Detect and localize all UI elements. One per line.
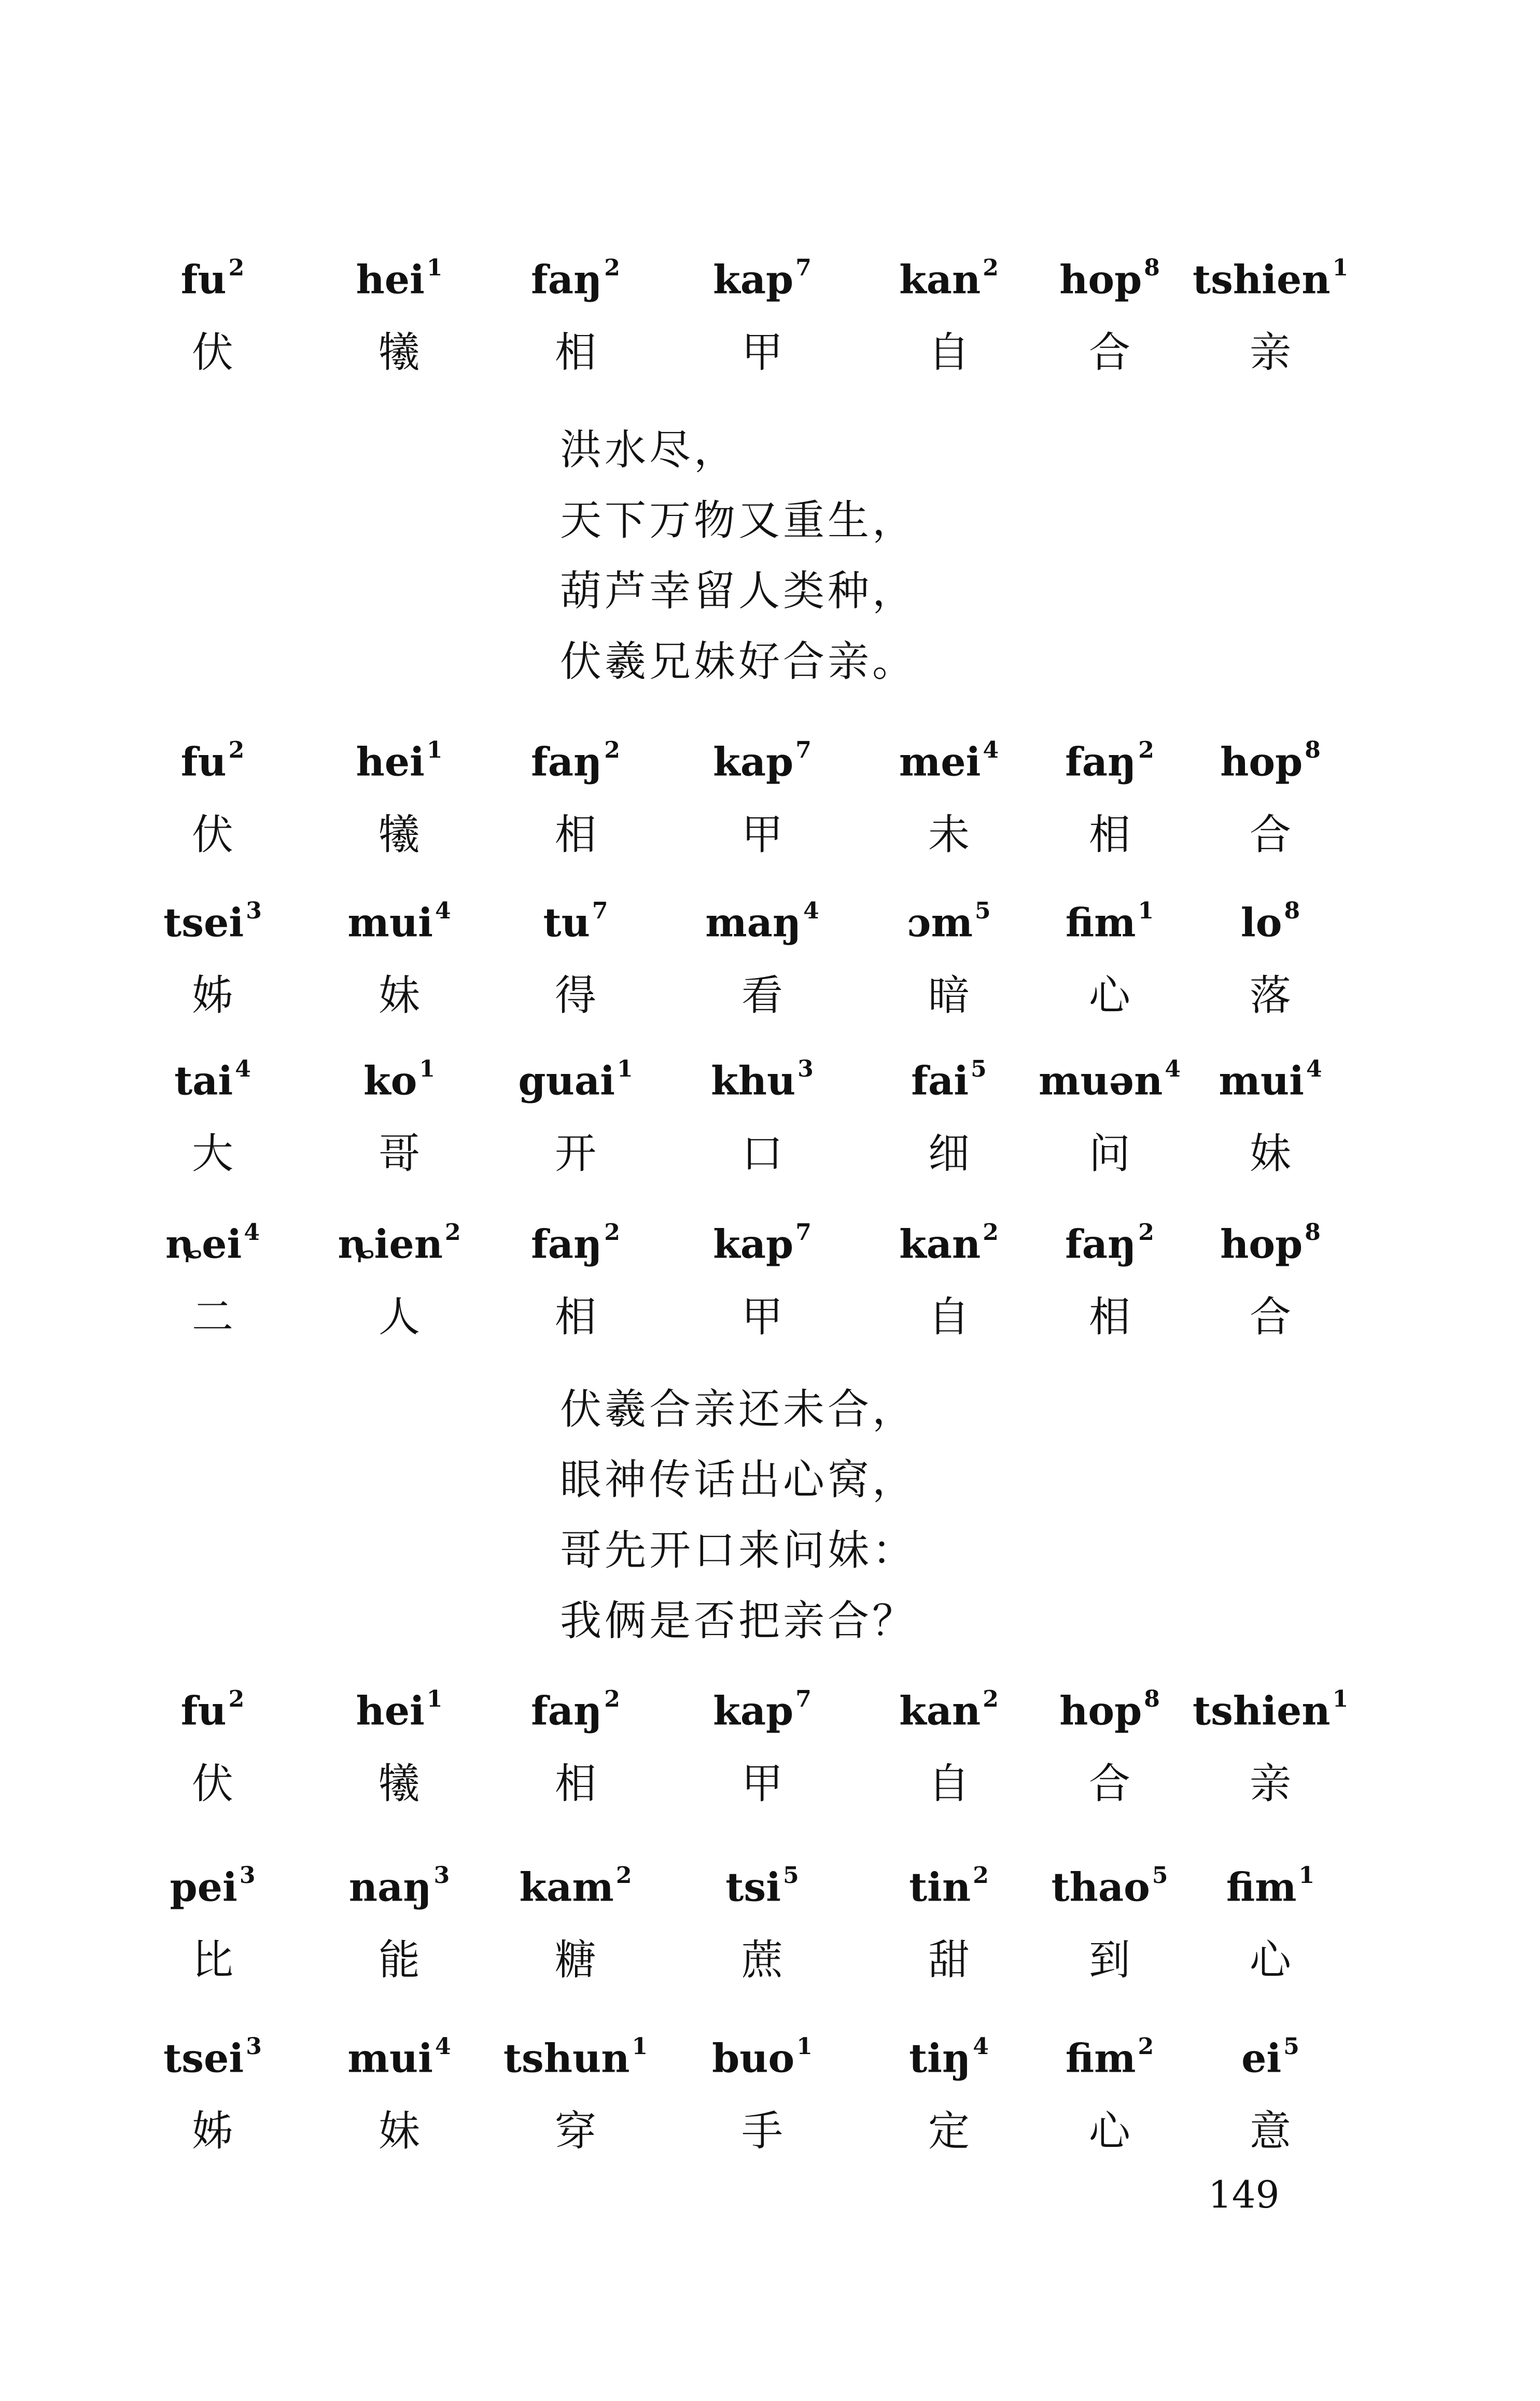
- chinese-character: 甲: [741, 1760, 783, 1808]
- chinese-character: 得: [555, 971, 596, 1020]
- romanized-syllable: [684, 1851, 840, 1916]
- tone-number: 2: [983, 1686, 999, 1712]
- syllable-text: mui: [347, 2035, 433, 2082]
- chinese-character: 犧: [379, 811, 420, 859]
- syllable-text: tsei: [163, 2035, 244, 2082]
- syllable-text: faŋ: [1065, 1221, 1137, 1267]
- chinese-character: 心: [1089, 2107, 1130, 2155]
- romanized-syllable: [1193, 887, 1348, 951]
- syllable-text: kan: [899, 1221, 981, 1267]
- chinese-character: 相: [555, 328, 596, 376]
- verse-translation: [560, 415, 917, 697]
- chinese-character: 妹: [1250, 1129, 1291, 1178]
- syllable-text: fim: [1065, 899, 1136, 946]
- romanized-syllable: [871, 1045, 1027, 1109]
- romanized-syllable: [871, 887, 1027, 951]
- syllable-text: hop: [1220, 738, 1303, 785]
- tone-number: 1: [617, 1056, 633, 1082]
- syllable-text: hop: [1059, 256, 1142, 303]
- romanization-line: [0, 244, 1540, 322]
- tone-number: 4: [973, 2033, 989, 2060]
- tone-number: 2: [983, 255, 999, 281]
- syllable-text: hei: [356, 738, 425, 785]
- syllable-text: ȵei: [165, 1221, 242, 1267]
- romanized-syllable: [871, 1851, 1027, 1916]
- verse-line: 伏羲兄妹好合亲。: [560, 637, 917, 686]
- romanization-line: [0, 726, 1540, 804]
- romanized-syllable: [135, 887, 290, 951]
- chinese-character: 妹: [379, 2107, 420, 2155]
- character-line: [0, 2103, 1540, 2181]
- chinese-character: 到: [1089, 1936, 1130, 1984]
- romanized-syllable: [1032, 1045, 1187, 1109]
- chinese-character: 姊: [192, 2107, 233, 2155]
- romanized-syllable: [498, 244, 653, 308]
- verse-line: 天下万物又重生，: [560, 496, 917, 545]
- romanization-line: [0, 1851, 1540, 1929]
- tone-number: 2: [615, 1862, 632, 1889]
- tone-number: 5: [783, 1862, 799, 1889]
- romanized-syllable: [498, 726, 653, 790]
- chinese-character: 甲: [741, 811, 783, 859]
- tone-number: 8: [1144, 255, 1160, 281]
- romanized-syllable: [684, 887, 840, 951]
- tone-number: 7: [795, 1219, 811, 1246]
- romanized-syllable: [684, 2022, 840, 2087]
- romanized-syllable: [135, 1045, 290, 1109]
- romanized-syllable: [871, 726, 1027, 790]
- tone-number: 8: [1305, 737, 1321, 763]
- syllable-text: tu: [543, 899, 590, 946]
- tone-number: 1: [426, 255, 443, 281]
- chinese-character: 姊: [192, 971, 233, 1020]
- syllable-text: fai: [911, 1057, 969, 1104]
- romanized-syllable: [321, 726, 477, 790]
- romanized-syllable: [1193, 1851, 1348, 1916]
- syllable-text: tshien: [1193, 1687, 1331, 1734]
- tone-number: 7: [795, 1686, 811, 1712]
- character-line: [0, 1289, 1540, 1366]
- verse-line: 哥先开口来问妹：: [560, 1526, 917, 1574]
- romanized-syllable: [498, 1851, 653, 1916]
- chinese-character: 比: [192, 1936, 233, 1984]
- chinese-character: 相: [1089, 1293, 1130, 1341]
- tone-number: 4: [435, 2033, 451, 2060]
- character-line: [0, 806, 1540, 884]
- tone-number: 3: [246, 2033, 262, 2060]
- syllable-text: tsei: [163, 899, 244, 946]
- character-line: [0, 324, 1540, 402]
- tone-number: 1: [419, 1056, 435, 1082]
- syllable-text: fu: [180, 1687, 227, 1734]
- chinese-character: 暗: [928, 971, 970, 1020]
- tone-number: 3: [246, 898, 262, 924]
- syllable-text: kap: [713, 1221, 794, 1267]
- tone-number: 1: [1332, 255, 1349, 281]
- romanized-syllable: [684, 1675, 840, 1739]
- syllable-text: tshien: [1193, 256, 1331, 303]
- syllable-text: khu: [711, 1057, 796, 1104]
- romanized-syllable: [321, 1851, 477, 1916]
- syllable-text: mui: [347, 899, 433, 946]
- syllable-text: hei: [356, 256, 425, 303]
- verse-line: 洪水尽，: [560, 426, 738, 474]
- syllable-text: kan: [899, 1687, 981, 1734]
- romanized-syllable: [1032, 726, 1187, 790]
- chinese-character: 伏: [192, 1760, 233, 1808]
- chinese-character: 自: [928, 1760, 970, 1808]
- character-line: [0, 1932, 1540, 2009]
- syllable-text: pei: [170, 1864, 237, 1910]
- romanized-syllable: [1032, 887, 1187, 951]
- romanized-syllable: [684, 726, 840, 790]
- chinese-character: 能: [379, 1936, 420, 1984]
- tone-number: 4: [244, 1219, 260, 1246]
- syllable-text: fu: [180, 738, 227, 785]
- romanized-syllable: [135, 1208, 290, 1273]
- romanization-line: [0, 1208, 1540, 1286]
- chinese-character: 落: [1250, 971, 1291, 1020]
- chinese-character: 犧: [379, 328, 420, 376]
- romanized-syllable: [1193, 2022, 1348, 2087]
- chinese-character: 甲: [741, 328, 783, 376]
- chinese-character: 蔗: [741, 1936, 783, 1984]
- romanized-syllable: [1193, 1208, 1348, 1273]
- tone-number: 1: [426, 737, 443, 763]
- romanized-syllable: [684, 244, 840, 308]
- tone-number: 3: [433, 1862, 450, 1889]
- romanized-syllable: [1193, 244, 1348, 308]
- verse-line: 眼神传话出心窝，: [560, 1456, 917, 1504]
- tone-number: 4: [803, 898, 819, 924]
- chinese-character: 甜: [928, 1936, 970, 1984]
- syllable-text: tshun: [503, 2035, 630, 2082]
- syllable-text: tin: [909, 1864, 971, 1910]
- chinese-character: 合: [1250, 1293, 1291, 1341]
- syllable-text: kan: [899, 256, 981, 303]
- syllable-text: faŋ: [1065, 738, 1137, 785]
- chinese-character: 相: [555, 811, 596, 859]
- tone-number: 7: [795, 255, 811, 281]
- syllable-text: tiŋ: [909, 2035, 971, 2082]
- syllable-text: faŋ: [531, 1221, 603, 1267]
- tone-number: 4: [983, 737, 999, 763]
- tone-number: 2: [228, 255, 245, 281]
- syllable-text: mui: [1219, 1057, 1304, 1104]
- romanized-syllable: [321, 1675, 477, 1739]
- chinese-character: 心: [1089, 971, 1130, 1020]
- chinese-character: 相: [555, 1293, 596, 1341]
- chinese-character: 伏: [192, 328, 233, 376]
- chinese-character: 自: [928, 328, 970, 376]
- tone-number: 2: [228, 737, 245, 763]
- tone-number: 2: [1138, 2033, 1154, 2060]
- romanized-syllable: [684, 1045, 840, 1109]
- tone-number: 4: [435, 898, 451, 924]
- chinese-character: 相: [555, 1760, 596, 1808]
- romanized-syllable: [498, 1045, 653, 1109]
- chinese-character: 看: [741, 971, 783, 1020]
- character-line: [0, 1755, 1540, 1833]
- tone-number: 5: [1283, 2033, 1299, 2060]
- syllable-text: tsi: [725, 1864, 781, 1910]
- tone-number: 3: [797, 1056, 814, 1082]
- chinese-character: 自: [928, 1293, 970, 1341]
- chinese-character: 细: [928, 1129, 970, 1178]
- romanized-syllable: [1193, 726, 1348, 790]
- tone-number: 1: [1298, 1862, 1315, 1889]
- tone-number: 8: [1284, 898, 1300, 924]
- tone-number: 1: [1332, 1686, 1349, 1712]
- character-line: [0, 1125, 1540, 1203]
- syllable-text: kap: [713, 1687, 794, 1734]
- romanization-line: [0, 1675, 1540, 1753]
- syllable-text: buo: [712, 2035, 795, 2082]
- chinese-character: 合: [1089, 328, 1130, 376]
- tone-number: 1: [426, 1686, 443, 1712]
- tone-number: 4: [1306, 1056, 1322, 1082]
- romanized-syllable: [1032, 1208, 1187, 1273]
- romanization-line: [0, 887, 1540, 965]
- chinese-character: 口: [741, 1129, 783, 1178]
- romanized-syllable: [1032, 2022, 1187, 2087]
- romanization-line: [0, 1045, 1540, 1123]
- tone-number: 1: [632, 2033, 648, 2060]
- page-number: 149: [1208, 2173, 1280, 2216]
- syllable-text: faŋ: [531, 1687, 603, 1734]
- tone-number: 1: [796, 2033, 813, 2060]
- romanized-syllable: [321, 2022, 477, 2087]
- romanized-syllable: [135, 244, 290, 308]
- chinese-character: 伏: [192, 811, 233, 859]
- chinese-character: 手: [741, 2107, 783, 2155]
- syllable-text: guai: [518, 1057, 615, 1104]
- syllable-text: ko: [363, 1057, 417, 1104]
- tone-number: 7: [592, 898, 608, 924]
- tone-number: 2: [604, 1686, 620, 1712]
- romanization-line: [0, 2022, 1540, 2100]
- syllable-text: tai: [174, 1057, 233, 1104]
- chinese-character: 问: [1089, 1129, 1130, 1178]
- tone-number: 2: [973, 1862, 989, 1889]
- chinese-character: 心: [1250, 1936, 1291, 1984]
- chinese-character: 犧: [379, 1760, 420, 1808]
- romanized-syllable: [1193, 1675, 1348, 1739]
- romanized-syllable: [498, 1208, 653, 1273]
- romanized-syllable: [135, 2022, 290, 2087]
- tone-number: 2: [1138, 737, 1154, 763]
- syllable-text: faŋ: [531, 256, 603, 303]
- romanized-syllable: [1193, 1045, 1348, 1109]
- chinese-character: 人: [379, 1293, 420, 1341]
- verse-line: 我俩是否把亲合？: [560, 1597, 917, 1645]
- syllable-text: hei: [356, 1687, 425, 1734]
- chinese-character: 穿: [555, 2107, 596, 2155]
- tone-number: 4: [1165, 1056, 1181, 1082]
- syllable-text: kam: [519, 1864, 614, 1910]
- tone-number: 2: [1138, 1219, 1154, 1246]
- syllable-text: hop: [1220, 1221, 1303, 1267]
- tone-number: 2: [604, 737, 620, 763]
- romanized-syllable: [321, 244, 477, 308]
- tone-number: 3: [239, 1862, 256, 1889]
- syllable-text: fim: [1065, 2035, 1136, 2082]
- romanized-syllable: [871, 1675, 1027, 1739]
- syllable-text: ȵien: [338, 1221, 443, 1267]
- syllable-text: naŋ: [348, 1864, 432, 1910]
- chinese-character: 大: [192, 1129, 233, 1178]
- syllable-text: maŋ: [705, 899, 802, 946]
- chinese-character: 合: [1089, 1760, 1130, 1808]
- syllable-text: thao: [1051, 1864, 1150, 1910]
- syllable-text: fu: [180, 256, 227, 303]
- verse-translation: [560, 1374, 917, 1656]
- syllable-text: ɔm: [907, 899, 973, 946]
- romanized-syllable: [321, 1208, 477, 1273]
- syllable-text: mei: [899, 738, 981, 785]
- chinese-character: 相: [1089, 811, 1130, 859]
- chinese-character: 开: [555, 1129, 596, 1178]
- romanized-syllable: [871, 2022, 1027, 2087]
- romanized-syllable: [321, 1045, 477, 1109]
- syllable-text: hop: [1059, 1687, 1142, 1734]
- syllable-text: faŋ: [531, 738, 603, 785]
- romanized-syllable: [498, 887, 653, 951]
- tone-number: 2: [604, 1219, 620, 1246]
- romanized-syllable: [135, 726, 290, 790]
- syllable-text: muən: [1039, 1057, 1163, 1104]
- syllable-text: fim: [1226, 1864, 1297, 1910]
- chinese-character: 亲: [1250, 328, 1291, 376]
- chinese-character: 亲: [1250, 1760, 1291, 1808]
- syllable-text: ei: [1241, 2035, 1282, 2082]
- chinese-character: 二: [192, 1293, 233, 1341]
- tone-number: 2: [228, 1686, 245, 1712]
- character-line: [0, 967, 1540, 1045]
- verse-line: 伏羲合亲还未合，: [560, 1385, 917, 1433]
- chinese-character: 甲: [741, 1293, 783, 1341]
- romanized-syllable: [135, 1675, 290, 1739]
- tone-number: 8: [1144, 1686, 1160, 1712]
- tone-number: 8: [1305, 1219, 1321, 1246]
- chinese-character: 糖: [555, 1936, 596, 1984]
- romanized-syllable: [1032, 244, 1187, 308]
- syllable-text: kap: [713, 738, 794, 785]
- chinese-character: 定: [928, 2107, 970, 2155]
- romanized-syllable: [684, 1208, 840, 1273]
- syllable-text: lo: [1240, 899, 1282, 946]
- tone-number: 5: [1152, 1862, 1168, 1889]
- romanized-syllable: [871, 244, 1027, 308]
- tone-number: 1: [1138, 898, 1154, 924]
- tone-number: 2: [444, 1219, 461, 1246]
- tone-number: 7: [795, 737, 811, 763]
- romanized-syllable: [1032, 1851, 1187, 1916]
- romanized-syllable: [135, 1851, 290, 1916]
- verse-line: 葫芦幸留人类种，: [560, 567, 917, 615]
- romanized-syllable: [1032, 1675, 1187, 1739]
- romanized-syllable: [871, 1208, 1027, 1273]
- chinese-character: 合: [1250, 811, 1291, 859]
- romanized-syllable: [498, 2022, 653, 2087]
- chinese-character: 哥: [379, 1129, 420, 1178]
- chinese-character: 妹: [379, 971, 420, 1020]
- tone-number: 2: [983, 1219, 999, 1246]
- tone-number: 4: [235, 1056, 251, 1082]
- chinese-character: 未: [928, 811, 970, 859]
- tone-number: 5: [975, 898, 991, 924]
- syllable-text: kap: [713, 256, 794, 303]
- tone-number: 5: [971, 1056, 987, 1082]
- chinese-character: 意: [1250, 2107, 1291, 2155]
- tone-number: 2: [604, 255, 620, 281]
- romanized-syllable: [321, 887, 477, 951]
- romanized-syllable: [498, 1675, 653, 1739]
